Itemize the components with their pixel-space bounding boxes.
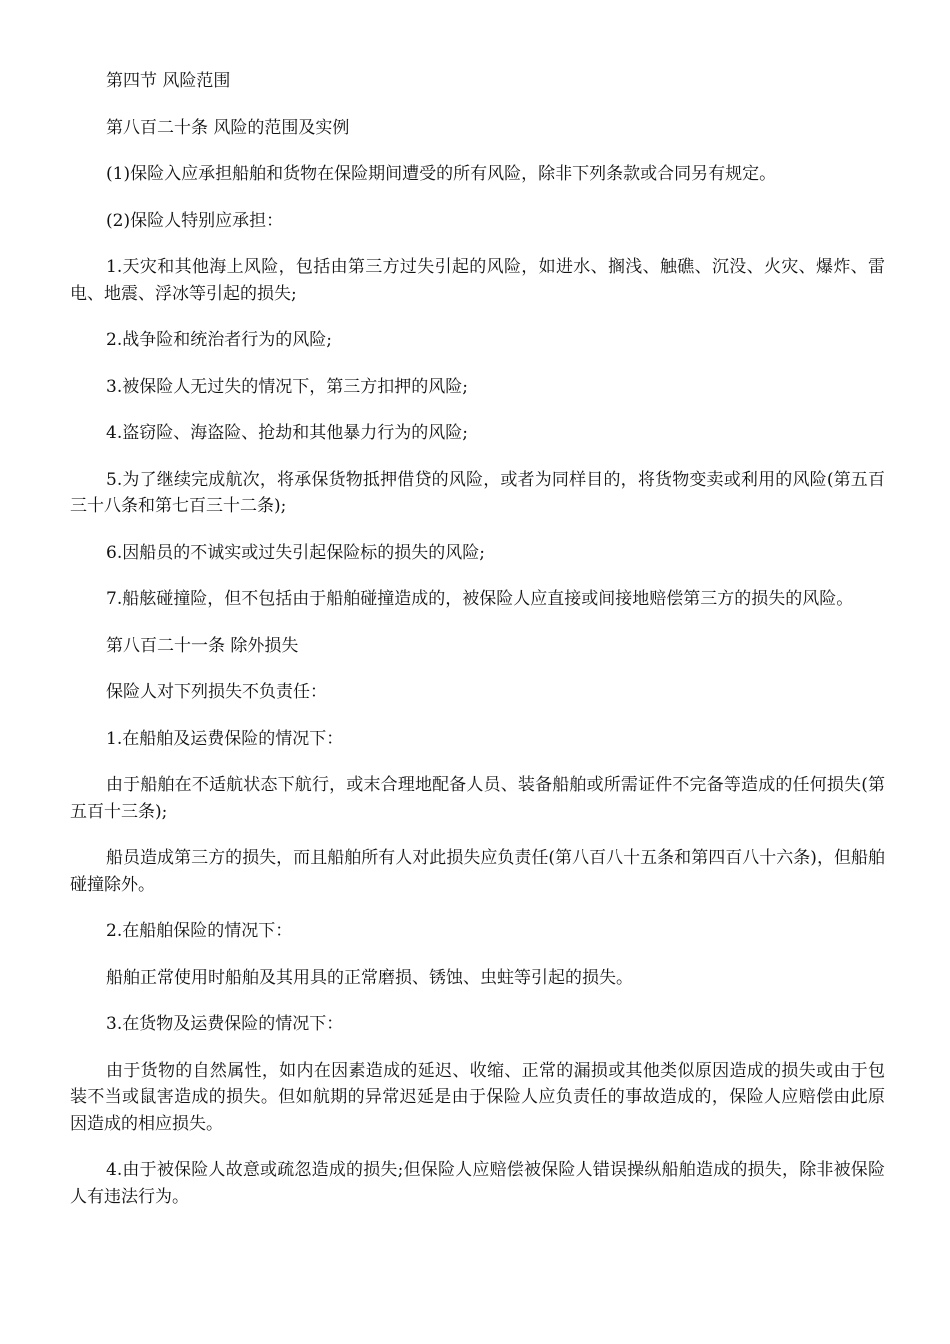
- article-heading: 第八百二十一条 除外损失: [106, 635, 299, 656]
- list-item: 7.船舷碰撞险，但不包括由于船舶碰撞造成的，被保险人应直接或间接地赔偿第三方的损失的风险。: [106, 589, 854, 609]
- section-heading: 第四节 风险范围: [106, 71, 231, 91]
- paragraph: (1)保险入应承担船舶和货物在保险期间遭受的所有风险，除非下列条款或合同另有规定。: [106, 164, 777, 184]
- list-item: 2.在船舶保险的情况下：: [106, 921, 293, 941]
- list-item: 1.在船舶及运费保险的情况下：: [106, 728, 344, 749]
- list-item: 1.天灾和其他海上风险，包括由第三方过失引起的风险，如进水、搁浅、触礁、沉没、火灾、爆炸、雷电、地震、浮冰等引起的损失;: [70, 257, 885, 304]
- paragraph: 保险人对下列损失不负责任：: [106, 682, 327, 702]
- list-item: 4.盗窃险、海盗险、抢劫和其他暴力行为的风险;: [106, 423, 468, 443]
- article-heading: 第八百二十条 风险的范围及实例: [106, 117, 350, 138]
- list-item: 4.由于被保险人故意或疏忽造成的损失;但保险人应赔偿被保险人错误操纵船舶造成的损失，除非被保险人有违法行为。: [70, 1160, 885, 1207]
- document-page: [70, 68, 885, 1230]
- list-item: 6.因船员的不诚实或过失引起保险标的损失的风险;: [106, 542, 485, 563]
- list-item: 3.被保险人无过失的情况下，第三方扣押的风险;: [106, 376, 468, 397]
- list-item: 3.在货物及运费保险的情况下：: [106, 1014, 344, 1034]
- paragraph: (2)保险人特别应承担：: [106, 210, 284, 231]
- paragraph: 船舶正常使用时船舶及其用具的正常磨损、锈蚀、虫蛀等引起的损失。: [106, 967, 633, 988]
- list-item: 2.战争险和统治者行为的风险;: [106, 330, 332, 350]
- paragraph: 船员造成第三方的损失，而且船舶所有人对此损失应负责任(第八百八十五条和第四百八十六条)，但船舶碰撞除外。: [70, 848, 885, 895]
- paragraph: 由于船舶在不适航状态下航行，或末合理地配备人员、装备船舶或所需证件不完备等造成的任何损失(第五百十三条);: [70, 775, 885, 822]
- paragraph: 由于货物的自然属性，如内在因素造成的延迟、收缩、正常的漏损或其他类似原因造成的损失或由于包装不当或鼠害造成的损失。但如航期的异常迟延是由于保险人应负责任的事故造成的，保险人应赔偿由此原因造成的相应损失。: [70, 1060, 885, 1134]
- list-item: 5.为了继续完成航次，将承保货物抵押借贷的风险，或者为同样目的，将货物变卖或利用的风险(第五百三十八条和第七百三十二条);: [70, 469, 885, 516]
